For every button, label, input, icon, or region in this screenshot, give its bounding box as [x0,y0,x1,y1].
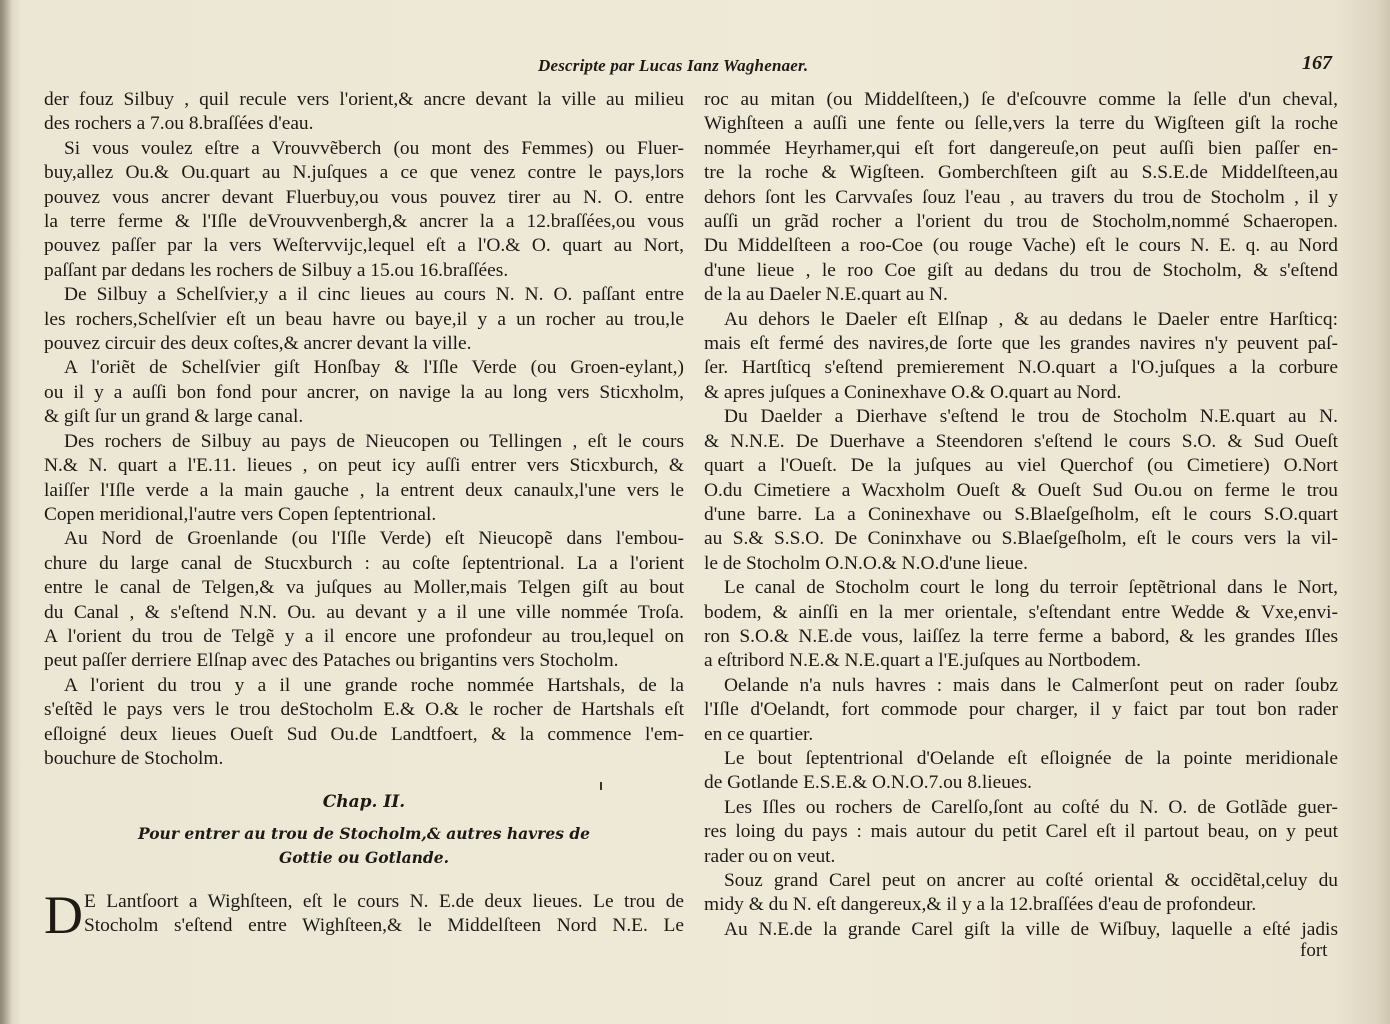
text-line: N.& N. quart a l'E.11. lieues , on peut icy auſſi entrer vers Sticxburch, & [44,455,684,477]
chapter-subtitle-line: Pour entrer au trou de Stocholm,& autres havres de [137,824,591,843]
text-line: A l'orient du trou y a il une grande roche nommée Hartshals, de la [64,674,684,696]
text-line: laiſſer l'Iſle verde a la main gauche , la entrent deux canaulx,l'une vers le [44,479,684,501]
text-line: de Gotlande E.S.E.& O.N.O.7.ou 8.lieues. [704,772,1032,794]
text-line: mais eſt fermé des navires,de ſorte que les grandes navires n'y peuvent paſ- [704,333,1338,355]
text-line: la terre ferme & l'Iſle deVrouvvenbergh,& ancrer la a 12.braſſées,ou vous [44,211,684,233]
text-line: Les Iſles ou rochers de Carelſo,ſont au coſté du N. O. de Gotlãde guer- [724,796,1338,818]
text-line: Oelande n'a nuls havres : mais dans le Calmerſont peut on rader ſoubz [724,674,1338,696]
text-line: peut paſſer derriere Elſnap avec des Pataches ou brigantins vers Stocholm. [44,650,619,672]
text-line: entre le canal de Telgen,& va juſques au Moller,mais Telgen giſt au bout [44,577,684,599]
text-line: eſloigné deux lieues Oueſt Sud Ou.de Landtfoert, & la commence l'em- [44,723,684,745]
drop-cap: D [44,885,83,945]
text-line: ſer. Hartſticq s'eſtend premierement N.O.quart a l'O.juſques a la corbure [704,357,1338,379]
text-line: buy,allez Ou.& Ou.quart au N.juſques a ce que venez contre le pays,lors [44,162,684,184]
text-line: rader ou on veut. [704,845,836,867]
text-line: de la au Daeler N.E.quart au N. [704,284,948,306]
text-line: s'eſtẽd le pays vers le trou deStocholm E.& O.& le rocher de Hartshals eſt [44,699,684,721]
text-line: pouvez vous ancrer devant Fluerbuy,ou vous pouvez tirer au N. O. entre [44,186,684,208]
text-line: Au Nord de Groenlande (ou l'Iſle Verde) eſt Nieucopẽ dans l'embou- [64,528,684,550]
text-line: nommée Heyrhamer,qui eſt fort dangereuſe,on peut auſſi bien paſſer en- [704,137,1338,159]
text-line: ron S.O.& N.E.de vous, laiſſez la terre ferme a babord, & les grandes Iſles [704,625,1338,647]
text-line: au S.& S.S.O. De Coninxhave ou S.Blaeſgeſholm, eſt le cours vers la vil- [704,528,1338,550]
page-number: 167 [1302,52,1332,74]
text-line: pouvez circuir des deux coſtes,& ancrer devant la ville. [44,333,472,355]
running-head: Descripte par Lucas Ianz Waghenaer. [538,56,809,75]
text-line: O.du Cimetiere a Wacxholm Oueſt & Oueſt Sud Ou.ou on ferme le trou [704,479,1338,501]
text-line: Le canal de Stocholm court le long du terroir ſeptẽtrional dans le Nort, [724,577,1338,599]
text-line: en ce quartier. [704,723,814,745]
text-line: Si vous voulez eſtre a Vrouvvẽberch (ou mont des Femmes) ou Fluer- [64,137,684,159]
text-line: bouchure de Stocholm. [44,747,224,769]
text-line: l'Iſle d'Oelandt, fort commode pour charger, il y faict par tout bon rader [704,699,1338,721]
text-line: d'une lieue , le roo Coe giſt au dedans du trou de Stocholm, & s'eſtend [704,259,1338,281]
text-line: E Lantſoort a Wighſteen, eſt le cours N. E.de deux lieues. Le trou de [84,891,684,912]
text-line: paſſant par dedans les rochers de Silbuy a 15.ou 16.braſſées. [44,259,509,281]
chapter-subtitle [44,822,684,870]
text-line: le de Stocholm O.N.O.& N.O.d'une lieue. [704,552,1028,574]
text-line: Le bout ſeptentrional d'Oelande eſt eſloignée de la pointe meridionale [724,747,1338,769]
text-line: & giſt ſur un grand & large canal. [44,406,304,428]
chapter-subtitle-line: Gottie ou Gotlande. [278,848,450,867]
text-line: Des rochers de Silbuy au pays de Nieucopen ou Tellingen , eſt le cours [64,430,684,452]
catchword: fort [1300,940,1328,961]
text-line: bodem, & ainſſi en la mer orientale, s'eſtendant entre Wedde & Vxe,envi- [704,601,1338,623]
right-column [704,88,1338,942]
chapter-title: Chap. II. [322,792,406,812]
binding-shadow [0,0,12,1024]
text-line: Wighſteen a auſſi une fente ou ſelle,vers la terre du Wigſteen giſt la roche [704,113,1338,135]
text-line: Au dehors le Daeler eſt Elſnap , & au dedans le Daeler entre Harſticq: [724,308,1338,330]
text-line: pouvez paſſer par la vers Weſtervvijc,lequel eſt a l'O.& O. quart au Nort, [44,235,684,257]
text-line: Souz grand Carel peut on ancrer au coſté oriental & occidẽtal,celuy du [724,870,1338,891]
text-line: & N.N.E. De Duerhave a Steendoren s'eſtend le cours S.O. & Sud Oueſt [704,430,1338,452]
text-line: Du Middelſteen a roo-Coe (ou rouge Vache) eſt le cours N. E. q. au Nord [704,235,1338,257]
text-line: der fouz Silbuy , quil recule vers l'orient,& ancre devant la ville au milieu [44,89,684,110]
text-line: roc au mitan (ou Middelſteen,) ſe d'eſcouvre comme la ſelle d'un cheval, [704,89,1338,110]
text-line: & apres juſques a Coninexhave O.& O.quart au Nord. [704,381,1122,403]
left-column [44,88,684,771]
text-line: quart a l'Oueſt. De la juſques au viel Querchof (ou Cimetiere) O.Nort [704,455,1338,477]
text-line: Stocholm s'eſtend entre Wighſteen,& le Middelſteen Nord N.E. Le [84,915,684,937]
text-line: A l'oriẽt de Schelſvier giſt Honſbay & l'Iſle Verde (ou Groen-eylant,) [64,357,684,379]
text-line: ou il y a auſſi bon fond pour ancrer, on navige la au long vers Sticxholm, [44,381,684,403]
text-line: d'une barre. La a Coninexhave ou S.Blaeſgeſholm, eſt le cours S.O.quart [704,503,1338,525]
text-line: Copen meridional,l'autre vers Copen ſeptentrional. [44,503,437,525]
text-line: A l'orient du trou de Telgẽ y a il encore une profondeur au trou,lequel on [44,625,684,647]
text-line: Au N.E.de la grande Carel giſt la ville de Wiſbuy, laquelle a eſté jadis [724,918,1338,940]
text-line: dehors ſont les Carvvaſes ſouz l'eau , au travers du trou de Stocholm , il y [704,186,1338,208]
text-line: De Silbuy a Schelſvier,y a il cinc lieues au cours N. N. O. paſſant entre [64,284,684,306]
text-line: midy & du N. eſt dangereux,& il y a la 12.braſſées d'eau de profondeur. [704,894,1257,916]
text-line: auſſi un grãd rocher a l'orient du trou de Stocholm,nommé Schaeropen. [704,211,1338,233]
text-line: chure du large canal de Stucxburch : au coſte ſeptentrional. La a l'orient [44,552,684,574]
opening-lines [84,890,684,939]
stray-mark [600,782,602,790]
text-line: tre la roche & Wigſteen. Gomberchſteen giſt au S.S.E.de Middelſteen,au [704,162,1338,184]
text-line: a eſtribord N.E.& N.E.quart a l'E.juſques au Nortbodem. [704,650,1141,672]
text-line: des rochers a 7.ou 8.braſſées d'eau. [44,113,314,135]
text-line: Du Daelder a Dierhave s'eſtend le trou de Stocholm N.E.quart au N. [724,406,1338,428]
text-line: res loing du pays : mais autour du petit Carel eſt il partout beau, on y peut [704,821,1338,843]
text-line: du Canal , & s'eſtend N.N. Ou. au devant y a il une ville nommée Troſa. [44,601,684,623]
text-line: les rochers,Schelſvier eſt un beau havre ou baye,il y a un rocher au trou,le [44,308,684,330]
